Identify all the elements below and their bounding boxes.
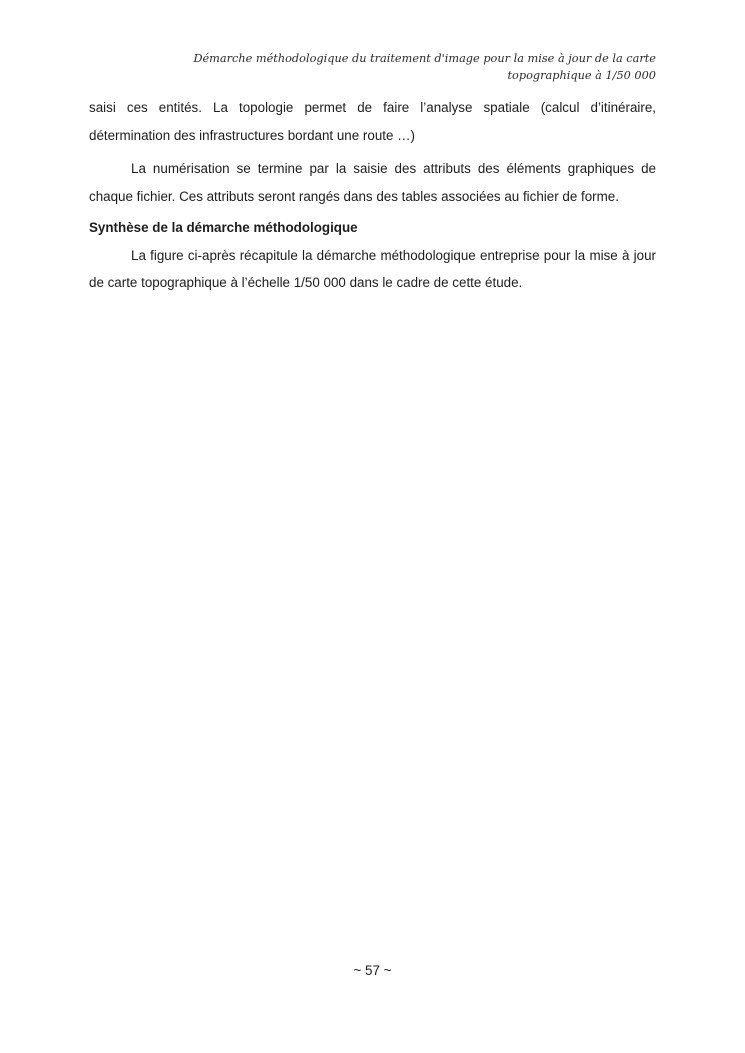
paragraph-summary: La figure ci-après récapitule la démarche méthodologique entreprise pour la mise à jour de carte topographique à l’échelle 1/50 000 dans le cadre de cette étude. (89, 247, 656, 290)
running-header-line-1: Démarche méthodologique du traitement d'image pour la mise à jour de la carte (193, 52, 656, 65)
body-text (89, 94, 656, 297)
running-header-line-2: topographique à 1/50 000 (507, 69, 656, 82)
paragraph-digitization: La numérisation se termine par la saisie des attributs des éléments graphiques de chaque fichier. Ces attributs seront rangés dans des tables associées au fichier de forme. (89, 161, 656, 204)
running-header (90, 50, 656, 84)
paragraph-topology: saisi ces entités. La topologie permet de faire l’analyse spatiale (calcul d’itinéraire, détermination des infrastructures bordant une route …) (89, 100, 656, 143)
section-heading: Synthèse de la démarche méthodologique (89, 220, 358, 235)
page-number: ~ 57 ~ (353, 963, 392, 978)
